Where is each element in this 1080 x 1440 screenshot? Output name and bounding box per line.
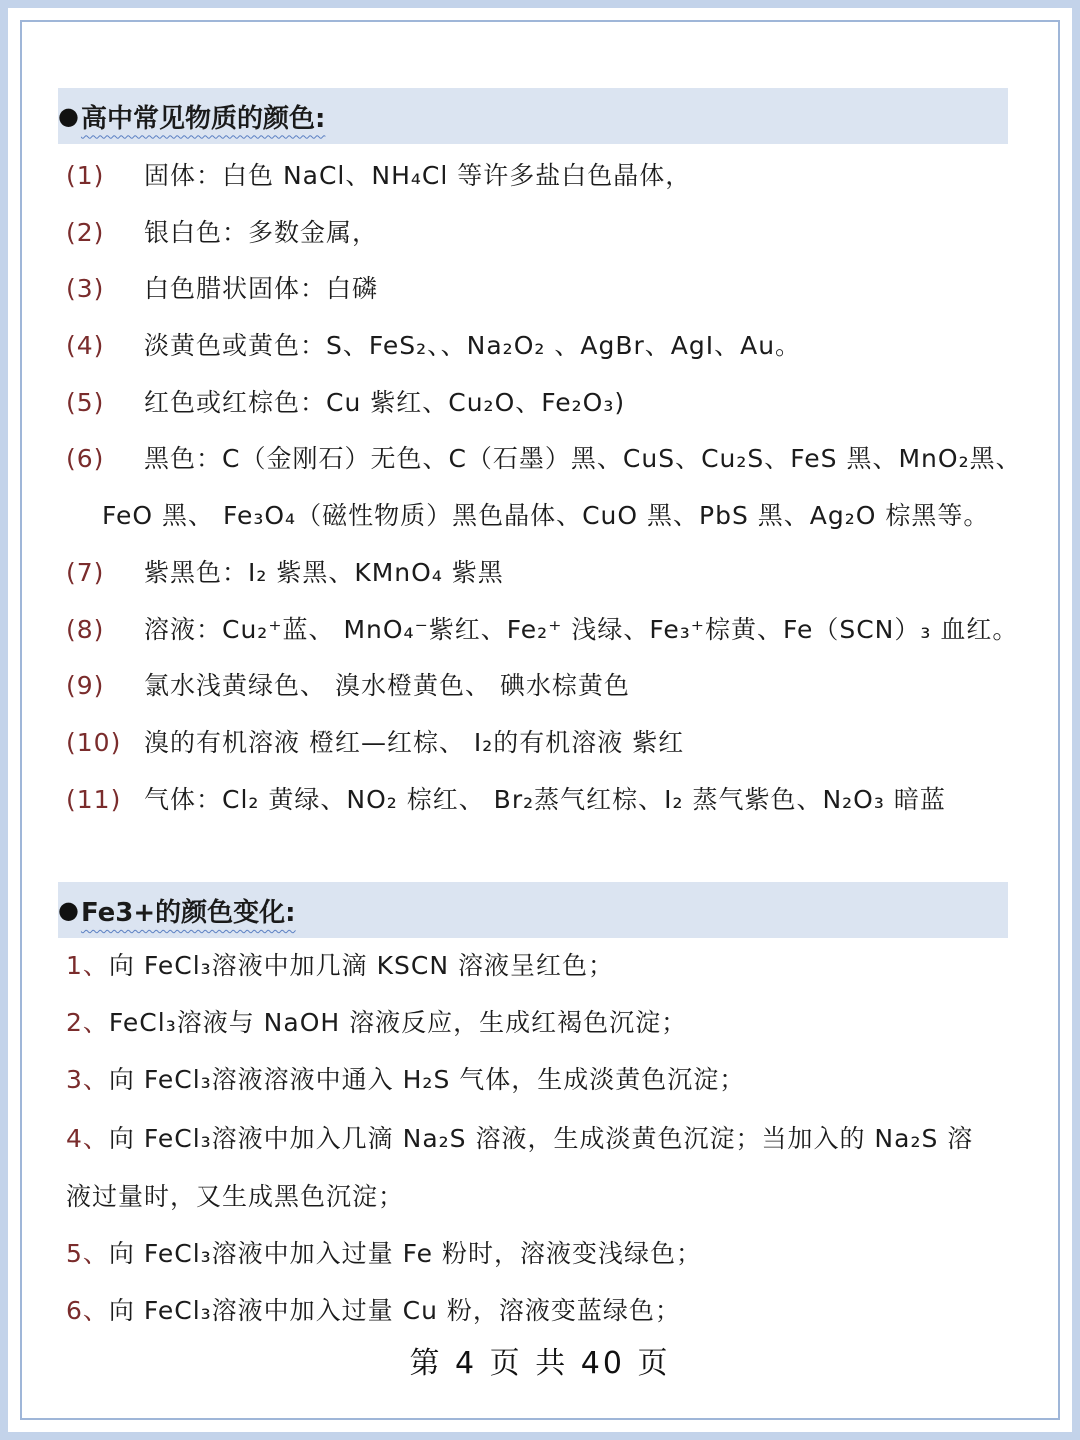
list-item: (3) 白色腊状固体：白磷 [66, 274, 379, 304]
list-item: (1) 固体：白色 NaCl、NH₄Cl 等许多盐白色晶体， [66, 161, 692, 190]
list-item-continuation: FeO 黑、 Fe₃O₄（磁性物质）黑色晶体、CuO 黑、PbS 黑、Ag₂O 棕黑等。 [102, 501, 990, 531]
section-header-colors [58, 88, 1008, 144]
list-item: (10) 溴的有机溶液 橙红—红棕、 I₂的有机溶液 紫红 [66, 727, 685, 757]
list-item: (8) 溶液：Cu₂⁺蓝、 MnO₄⁻紫红、Fe₂⁺ 浅绿、Fe₃⁺棕黄、Fe（SCN）₃ 血红。 [66, 614, 1019, 644]
list-item: (7) 紫黑色：I₂ 紫黑、KMnO₄ 紫黑 [66, 557, 504, 587]
fe3-list [58, 938, 1008, 1339]
colors-list [58, 144, 1022, 828]
list-item: (4) 淡黄色或黄色：S、FeS₂、、Na₂O₂ 、AgBr、AgI、Au。 [66, 331, 802, 361]
list-item: 4、向 FeCl₃溶液中加入几滴 Na₂S 溶液，生成淡黄色沉淀；当加入的 Na₂S 溶 [66, 1124, 974, 1154]
list-item: (9) 氯水浅黄绿色、 溴水橙黄色、 碘水棕黄色 [66, 671, 630, 701]
list-item: 5、向 FeCl₃溶液中加入过量 Fe 粉时，溶液变浅绿色； [66, 1239, 702, 1268]
bullet-icon: ● [58, 896, 79, 925]
section-title: 高中常见物质的颜色: [80, 103, 326, 134]
list-item: 1、向 FeCl₃溶液中加几滴 KSCN 溶液呈红色； [66, 951, 614, 981]
section-title: Fe3+的颜色变化: [80, 897, 296, 928]
bullet-icon: ● [58, 102, 79, 130]
list-item: (2) 银白色：多数金属， [66, 217, 379, 247]
section-gap [58, 828, 1008, 882]
list-item-continuation: 液过量时，又生成黑色沉淀； [66, 1182, 405, 1212]
list-item: (6) 黑色：C（金刚石）无色、C（石墨）黑、CuS、Cu₂S、FeS 黑、MnO₂黑、 [66, 444, 1022, 474]
document-content [58, 88, 1022, 1339]
list-item: (5) 红色或红棕色：Cu 紫红、Cu₂O、Fe₂O₃) [66, 387, 626, 417]
list-item: (11) 气体：Cl₂ 黄绿、NO₂ 棕红、 Br₂蒸气红棕、I₂ 蒸气紫色、N₂O₃ 暗蓝 [66, 784, 946, 814]
section-header-fe3 [58, 882, 1008, 938]
list-item: 2、FeCl₃溶液与 NaOH 溶液反应，生成红褐色沉淀； [66, 1007, 688, 1037]
list-item: 6、向 FeCl₃溶液中加入过量 Cu 粉，溶液变蓝绿色； [66, 1295, 681, 1325]
page-number: 第 4 页 共 40 页 [409, 1346, 671, 1381]
list-item: 3、向 FeCl₃溶液溶液中通入 H₂S 气体，生成淡黄色沉淀； [66, 1064, 746, 1094]
